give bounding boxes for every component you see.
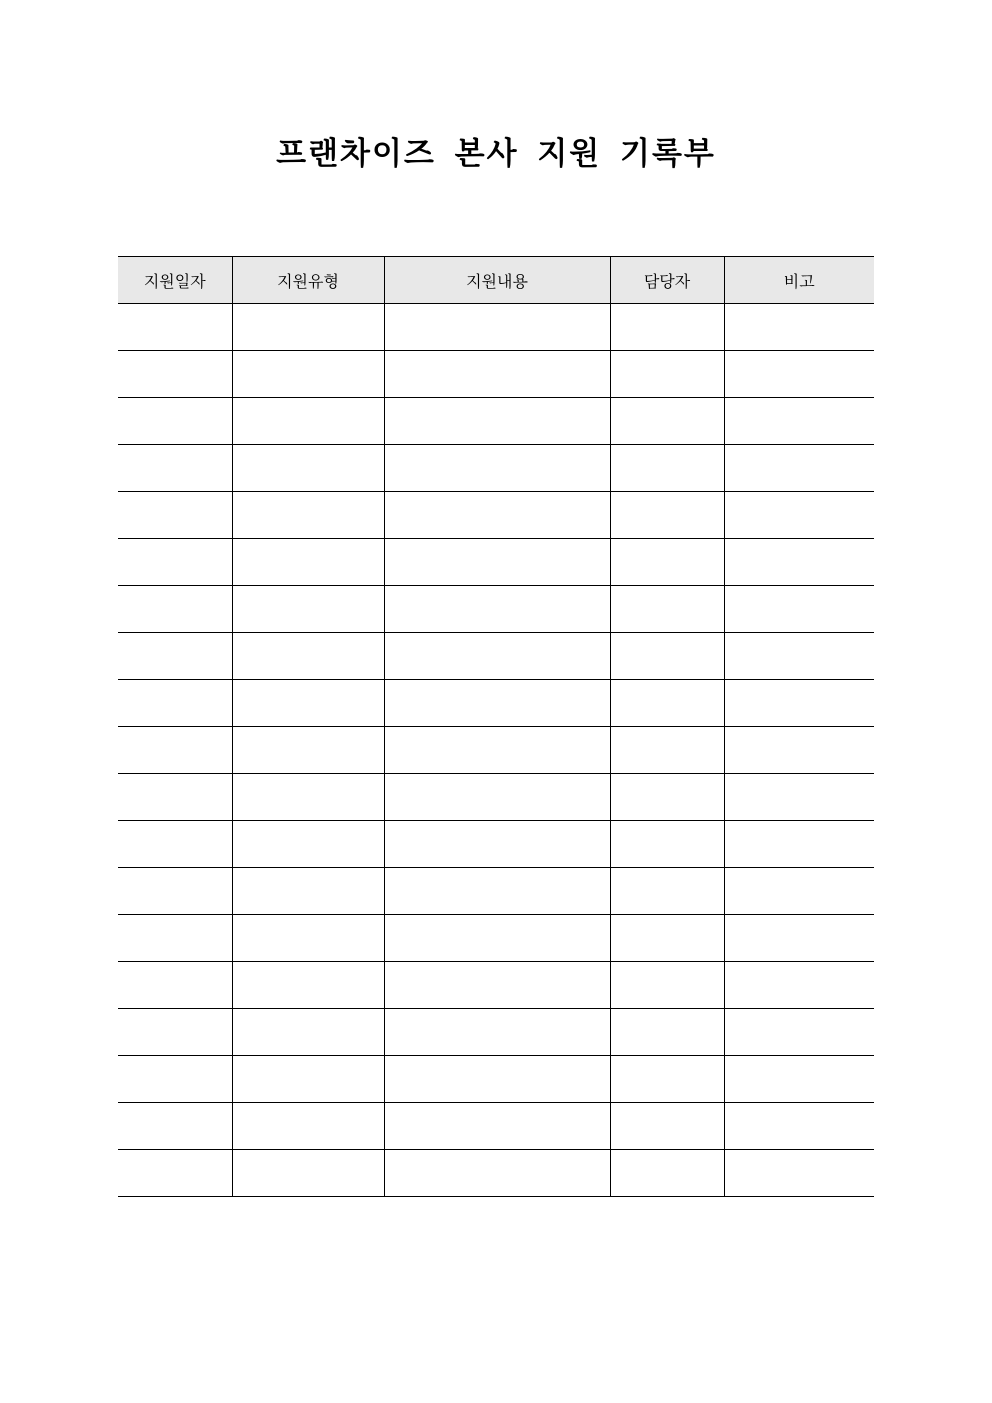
support-type-cell[interactable] [232, 633, 384, 680]
header-remarks: 비고 [724, 257, 874, 304]
remarks-cell[interactable] [724, 539, 874, 586]
table-row [118, 1103, 874, 1150]
support-content-cell[interactable] [384, 1009, 610, 1056]
support-type-cell[interactable] [232, 774, 384, 821]
remarks-cell[interactable] [724, 492, 874, 539]
support-content-cell[interactable] [384, 351, 610, 398]
person-in-charge-cell[interactable] [610, 1009, 724, 1056]
support-date-cell[interactable] [118, 915, 232, 962]
support-content-cell[interactable] [384, 915, 610, 962]
support-date-cell[interactable] [118, 774, 232, 821]
support-type-cell[interactable] [232, 1150, 384, 1197]
support-type-cell[interactable] [232, 398, 384, 445]
person-in-charge-cell[interactable] [610, 351, 724, 398]
support-date-cell[interactable] [118, 1009, 232, 1056]
remarks-cell[interactable] [724, 304, 874, 351]
remarks-cell[interactable] [724, 962, 874, 1009]
support-content-cell[interactable] [384, 1056, 610, 1103]
support-date-cell[interactable] [118, 492, 232, 539]
table-body [118, 304, 874, 1197]
remarks-cell[interactable] [724, 586, 874, 633]
remarks-cell[interactable] [724, 727, 874, 774]
support-type-cell[interactable] [232, 680, 384, 727]
support-type-cell[interactable] [232, 727, 384, 774]
table-row [118, 398, 874, 445]
person-in-charge-cell[interactable] [610, 1150, 724, 1197]
support-type-cell[interactable] [232, 304, 384, 351]
person-in-charge-cell[interactable] [610, 915, 724, 962]
header-support-type: 지원유형 [232, 257, 384, 304]
header-support-content: 지원내용 [384, 257, 610, 304]
support-date-cell[interactable] [118, 398, 232, 445]
person-in-charge-cell[interactable] [610, 1103, 724, 1150]
support-content-cell[interactable] [384, 398, 610, 445]
person-in-charge-cell[interactable] [610, 868, 724, 915]
support-date-cell[interactable] [118, 586, 232, 633]
remarks-cell[interactable] [724, 633, 874, 680]
remarks-cell[interactable] [724, 680, 874, 727]
support-date-cell[interactable] [118, 1056, 232, 1103]
support-type-cell[interactable] [232, 1056, 384, 1103]
header-person-in-charge: 담당자 [610, 257, 724, 304]
person-in-charge-cell[interactable] [610, 492, 724, 539]
person-in-charge-cell[interactable] [610, 398, 724, 445]
support-content-cell[interactable] [384, 868, 610, 915]
table-row [118, 445, 874, 492]
person-in-charge-cell[interactable] [610, 633, 724, 680]
support-type-cell[interactable] [232, 821, 384, 868]
remarks-cell[interactable] [724, 868, 874, 915]
remarks-cell[interactable] [724, 1009, 874, 1056]
table-row [118, 821, 874, 868]
support-content-cell[interactable] [384, 680, 610, 727]
support-record-table [118, 256, 874, 1197]
support-content-cell[interactable] [384, 774, 610, 821]
table-row [118, 1150, 874, 1197]
page-title: 프랜차이즈 본사 지원 기록부 [276, 136, 716, 172]
support-date-cell[interactable] [118, 539, 232, 586]
remarks-cell[interactable] [724, 351, 874, 398]
support-type-cell[interactable] [232, 962, 384, 1009]
table-row [118, 586, 874, 633]
person-in-charge-cell[interactable] [610, 774, 724, 821]
support-content-cell[interactable] [384, 1150, 610, 1197]
support-type-cell[interactable] [232, 868, 384, 915]
remarks-cell[interactable] [724, 1103, 874, 1150]
table-row [118, 539, 874, 586]
remarks-cell[interactable] [724, 398, 874, 445]
support-type-cell[interactable] [232, 351, 384, 398]
support-date-cell[interactable] [118, 821, 232, 868]
person-in-charge-cell[interactable] [610, 821, 724, 868]
header-support-date: 지원일자 [118, 257, 232, 304]
support-date-cell[interactable] [118, 351, 232, 398]
remarks-cell[interactable] [724, 915, 874, 962]
support-date-cell[interactable] [118, 1150, 232, 1197]
support-type-cell[interactable] [232, 586, 384, 633]
person-in-charge-cell[interactable] [610, 962, 724, 1009]
support-content-cell[interactable] [384, 445, 610, 492]
table-row [118, 727, 874, 774]
person-in-charge-cell[interactable] [610, 304, 724, 351]
support-content-cell[interactable] [384, 821, 610, 868]
person-in-charge-cell[interactable] [610, 445, 724, 492]
support-content-cell[interactable] [384, 633, 610, 680]
support-type-cell[interactable] [232, 1009, 384, 1056]
support-content-cell[interactable] [384, 1103, 610, 1150]
support-content-cell[interactable] [384, 539, 610, 586]
table-row [118, 1056, 874, 1103]
person-in-charge-cell[interactable] [610, 586, 724, 633]
support-type-cell[interactable] [232, 1103, 384, 1150]
remarks-cell[interactable] [724, 1150, 874, 1197]
support-date-cell[interactable] [118, 304, 232, 351]
remarks-cell[interactable] [724, 1056, 874, 1103]
support-date-cell[interactable] [118, 1103, 232, 1150]
person-in-charge-cell[interactable] [610, 727, 724, 774]
support-date-cell[interactable] [118, 868, 232, 915]
support-content-cell[interactable] [384, 727, 610, 774]
support-content-cell[interactable] [384, 962, 610, 1009]
support-content-cell[interactable] [384, 586, 610, 633]
support-date-cell[interactable] [118, 727, 232, 774]
support-content-cell[interactable] [384, 304, 610, 351]
table-row [118, 633, 874, 680]
remarks-cell[interactable] [724, 774, 874, 821]
table-row [118, 304, 874, 351]
remarks-cell[interactable] [724, 821, 874, 868]
person-in-charge-cell[interactable] [610, 680, 724, 727]
support-date-cell[interactable] [118, 445, 232, 492]
support-date-cell[interactable] [118, 962, 232, 1009]
table-row [118, 962, 874, 1009]
support-type-cell[interactable] [232, 445, 384, 492]
person-in-charge-cell[interactable] [610, 1056, 724, 1103]
table-row [118, 680, 874, 727]
table-row [118, 915, 874, 962]
table-row [118, 774, 874, 821]
table-header-row [118, 257, 874, 304]
support-date-cell[interactable] [118, 633, 232, 680]
support-content-cell[interactable] [384, 492, 610, 539]
table-row [118, 492, 874, 539]
support-date-cell[interactable] [118, 680, 232, 727]
support-type-cell[interactable] [232, 915, 384, 962]
person-in-charge-cell[interactable] [610, 539, 724, 586]
remarks-cell[interactable] [724, 445, 874, 492]
support-type-cell[interactable] [232, 492, 384, 539]
table-row [118, 351, 874, 398]
support-type-cell[interactable] [232, 539, 384, 586]
table-row [118, 1009, 874, 1056]
table-row [118, 868, 874, 915]
